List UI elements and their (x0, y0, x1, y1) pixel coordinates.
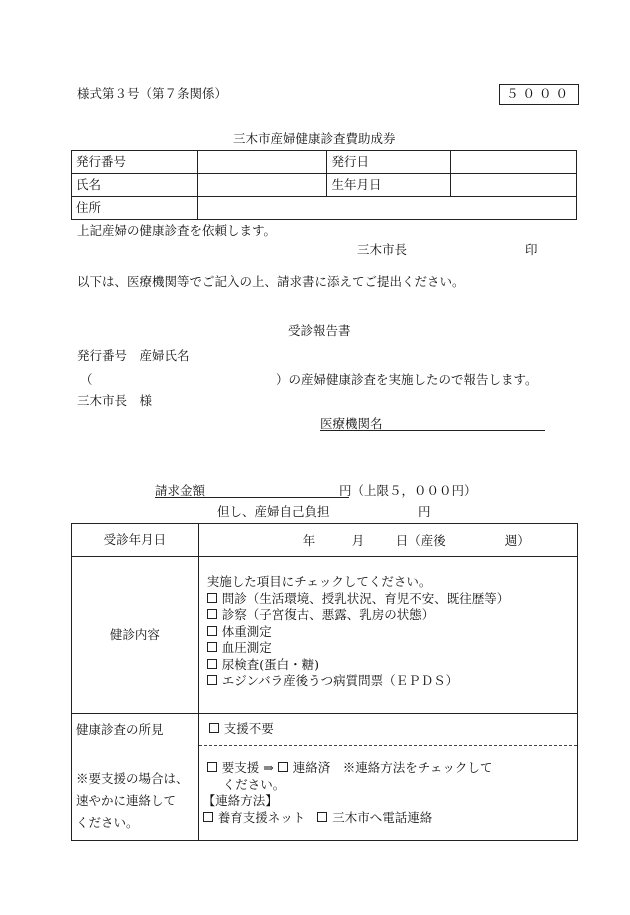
mayor-name: 三木市長 (357, 242, 408, 257)
item-blood-pressure[interactable]: 血圧測定 (207, 640, 510, 657)
checkbox-icon[interactable] (207, 675, 217, 685)
checkbox-icon[interactable] (207, 593, 217, 603)
exam-content-cell (198, 557, 577, 714)
support-note: ※要支援の場合は、 速やかに連絡して ください。 (76, 770, 189, 830)
exam-date-label: 受診年月日 (72, 524, 199, 557)
checkbox-icon[interactable] (207, 762, 217, 772)
coupon-row-2 (72, 174, 577, 197)
open-paren: （ (80, 372, 93, 387)
name-value[interactable] (197, 174, 327, 197)
billing-amount-label: 請求金額 (155, 483, 206, 498)
seal-mark: 印 (525, 242, 538, 257)
support-row (72, 746, 578, 841)
billing-amount-line[interactable] (155, 497, 349, 498)
method-option-net[interactable]: 養育支援ネット (217, 809, 306, 825)
exam-date-value[interactable] (198, 524, 577, 557)
checkbox-icon[interactable] (209, 723, 219, 733)
exam-table (71, 523, 578, 841)
checkbox-icon[interactable] (203, 812, 213, 822)
no-support-cell[interactable] (198, 714, 577, 746)
findings-label: 健康診査の所見 (72, 714, 199, 746)
check-prompt: 実施した項目にチェックしてください。 (206, 574, 432, 589)
method-option-phone[interactable]: 三木市へ電話連絡 (332, 809, 433, 825)
exam-content-label: 健診内容 (72, 557, 199, 714)
checkbox-icon[interactable] (207, 659, 217, 669)
address-label: 住所 (72, 197, 198, 220)
support-note-cell (72, 746, 199, 841)
issue-number-value[interactable] (197, 151, 327, 174)
coupon-title: 三木市産婦健康診査費助成券 (233, 131, 396, 146)
name-label: 氏名 (72, 174, 198, 197)
facility-name-line[interactable] (320, 430, 545, 431)
request-text: 上記産婦の健康診査を依頼します。 (77, 223, 277, 238)
exam-checklist (207, 574, 510, 690)
birthdate-label: 生年月日 (327, 174, 451, 197)
support-detail (207, 760, 493, 793)
coupon-row-3 (72, 197, 577, 220)
support-detail-cell (198, 746, 577, 841)
item-weight[interactable]: 体重測定 (207, 624, 510, 641)
checkbox-icon[interactable] (278, 762, 288, 772)
copay-yen: 円 (418, 504, 431, 519)
date-month: 月 (351, 533, 365, 548)
method-header: 【連絡方法】 (202, 793, 278, 808)
report-title: 受診報告書 (288, 323, 351, 338)
item-epds[interactable]: エジンバラ産後うつ病質問票（ＥＰＤＳ） (207, 673, 510, 690)
birthdate-value[interactable] (451, 174, 577, 197)
findings-row (72, 714, 578, 746)
report-statement: ）の産婦健康診査を実施したので報告します。 (276, 372, 538, 387)
checkbox-icon[interactable] (317, 812, 327, 822)
report-addressee: 三木市長 様 (77, 393, 153, 408)
date-year: 年 (302, 533, 316, 548)
item-examination[interactable]: 診察（子宮復古、悪露、乳房の状態） (207, 607, 510, 624)
issue-number-label: 発行番号 (72, 151, 198, 174)
form-number-label: 様式第３号（第７条関係） (77, 86, 228, 101)
exam-date-row (72, 524, 578, 557)
coupon-table (71, 150, 577, 220)
instruction-text: 以下は、医療機関等でご記入の上、請求書に添えてご提出ください。 (77, 274, 465, 289)
facility-name-label: 医療機関名 (320, 416, 383, 431)
billing-yen-limit: 円（上限５，０００円） (339, 483, 477, 498)
checkbox-icon[interactable] (207, 626, 217, 636)
issue-date-value[interactable] (451, 151, 577, 174)
address-value[interactable] (197, 197, 576, 220)
date-day: 日（産後 (395, 533, 446, 548)
checkbox-icon[interactable] (207, 642, 217, 652)
date-week: 週） (504, 533, 530, 548)
method-options (203, 810, 432, 827)
report-fields-label: 発行番号 産婦氏名 (77, 348, 190, 363)
copay-label: 但し、産婦自己負担 (217, 504, 330, 519)
checkbox-icon[interactable] (207, 609, 217, 619)
no-support-label: 支援不要 (223, 721, 274, 737)
issue-date-label: 発行日 (327, 151, 451, 174)
exam-content-row (72, 557, 578, 714)
coupon-row-1 (72, 151, 577, 174)
item-interview[interactable]: 問診（生活環境、授乳状況、育児不安、既往歴等） (207, 591, 510, 608)
item-urine[interactable]: 尿検査(蛋白・糖) (207, 657, 510, 674)
contact-method (203, 793, 432, 826)
form-code-box: ５０００ (499, 84, 579, 105)
support-required-line[interactable]: 要支援 ⇒ 連絡済 ※連絡方法をチェックして (207, 760, 493, 777)
contacted-cont: ください。 (222, 776, 286, 792)
